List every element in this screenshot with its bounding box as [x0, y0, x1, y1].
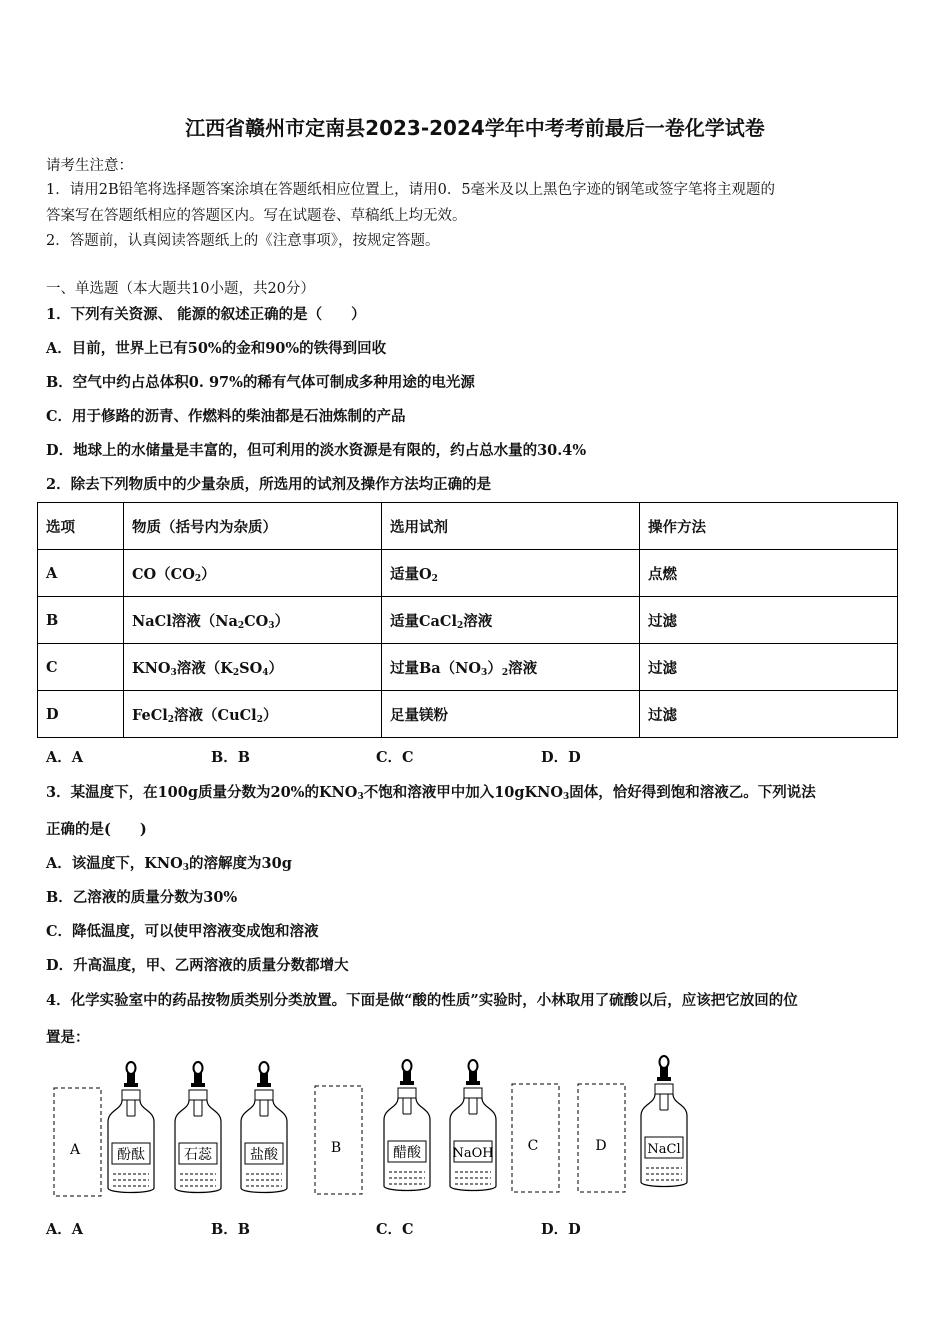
row-substance: $CO(CO_2)$ — [124, 550, 382, 597]
slot-c — [512, 1084, 559, 1192]
table-row — [38, 691, 898, 738]
q2-table — [37, 502, 898, 738]
row-method: 过滤 — [640, 644, 898, 691]
reagent-shelf-figure — [0, 1050, 950, 1210]
svg-text:盐酸: 盐酸 — [250, 1147, 278, 1163]
svg-text:C: C — [527, 1138, 539, 1154]
q1-option-d: D．地球上的水储量是丰富的，但可利用的淡水资源是有限的，约占总水量的30.4% — [46, 442, 587, 459]
bottle-nacl — [641, 1056, 687, 1187]
header-reagent: 选用试剂 — [382, 503, 640, 550]
q4-choice-d: D．D — [541, 1221, 581, 1238]
svg-text:NaCl: NaCl — [647, 1142, 681, 1157]
q2-choice-d: D．D — [541, 749, 581, 766]
svg-text:B: B — [330, 1140, 342, 1156]
q4-choices — [46, 1218, 706, 1239]
q3-stem-2: 正确的是( ) — [46, 821, 147, 838]
svg-text:D: D — [595, 1138, 607, 1154]
row-method: 点燃 — [640, 550, 898, 597]
notice-heading: 请考生注意： — [46, 158, 133, 174]
header-option: 选项 — [38, 503, 124, 550]
row-method: 过滤 — [640, 691, 898, 738]
row-reagent: 适量CaCl$_2$溶液 — [382, 597, 640, 644]
q4-stem: 4．化学实验室中的药品按物质类别分类放置。下面是做“酸的性质”实验时，小林取用了硫酸以后，应该把它放回的位 — [46, 992, 798, 1009]
q3-option-d: D．升高温度，甲、乙两溶液的质量分数都增大 — [46, 957, 349, 974]
q2-choices — [46, 746, 706, 767]
table-header-row — [38, 503, 898, 550]
svg-text:酚酞: 酚酞 — [117, 1147, 145, 1163]
notice-line-1a: 1．请用2B铅笔将选择题答案涂填在答题纸相应位置上，请用0．5毫米及以上黑色字迹的钢笔或签字笔将主观题的 — [46, 182, 776, 198]
row-option: B — [38, 597, 124, 644]
q1-option-b: B．空气中约占总体积0. 97%的稀有气体可制成多种用途的电光源 — [46, 374, 475, 391]
bottle-litmus — [175, 1062, 221, 1193]
q4-choice-b: B．B — [211, 1221, 251, 1238]
row-method: 过滤 — [640, 597, 898, 644]
q1-option-a: A．目前，世界上已有50%的金和90%的铁得到回收 — [46, 340, 387, 357]
q3-option-b: B．乙溶液的质量分数为30% — [46, 889, 238, 906]
slot-d — [578, 1084, 625, 1192]
row-substance: $KNO_3$溶液$(K_2SO_4)$ — [124, 644, 382, 691]
q1-option-c: C．用于修路的沥青、作燃料的柴油都是石油炼制的产品 — [46, 408, 406, 425]
row-reagent: 适量$O_2$ — [382, 550, 640, 597]
q3-option-a: A．该温度下，$KNO_3$的溶解度为30g — [46, 855, 292, 873]
q4-choice-c: C．C — [376, 1221, 414, 1238]
q1-stem: 1．下列有关资源、 能源的叙述正确的是（ ） — [46, 306, 366, 323]
svg-text:醋酸: 醋酸 — [393, 1145, 421, 1161]
row-reagent: 足量镁粉 — [382, 691, 640, 738]
slot-a — [54, 1088, 101, 1196]
header-method: 操作方法 — [640, 503, 898, 550]
row-substance: NaCl溶液$(Na_2CO_3)$ — [124, 597, 382, 644]
page-title: 江西省赣州市定南县2023-2024学年中考考前最后一卷化学试卷 — [185, 116, 765, 140]
row-reagent: 过量$Ba(NO_3)_2$溶液 — [382, 644, 640, 691]
header-substance: 物质（括号内为杂质） — [124, 503, 382, 550]
row-substance: FeCl$_2$溶液（CuCl$_2$） — [124, 691, 382, 738]
q3-stem: 3．某温度下，在100g质量分数为20%的$KNO_3$不饱和溶液甲中加入10gKNO$_3$固体，恰好得到饱和溶液乙。下列说法 — [46, 784, 816, 802]
row-option: A — [38, 550, 124, 597]
svg-text:A: A — [69, 1142, 81, 1158]
svg-text:石蕊: 石蕊 — [184, 1147, 212, 1163]
table-row — [38, 597, 898, 644]
bottle-hydrochloric-acid — [241, 1062, 287, 1193]
q2-stem: 2．除去下列物质中的少量杂质，所选用的试剂及操作方法均正确的是 — [46, 476, 492, 493]
slot-b — [315, 1086, 362, 1194]
table-row — [38, 644, 898, 691]
bottle-naoh — [450, 1060, 496, 1191]
q4-stem-2: 置是： — [46, 1029, 90, 1046]
row-option: C — [38, 644, 124, 691]
bottle-phenolphthalein — [108, 1062, 154, 1193]
svg-text:NaOH: NaOH — [452, 1146, 494, 1161]
q2-choice-b: B．B — [211, 749, 251, 766]
row-option: D — [38, 691, 124, 738]
q2-choice-c: C．C — [376, 749, 414, 766]
q2-choice-a: A．A — [46, 749, 84, 766]
notice-line-2: 2．答题前，认真阅读答题纸上的《注意事项》，按规定答题。 — [46, 233, 440, 249]
q3-option-c: C．降低温度，可以使甲溶液变成饱和溶液 — [46, 923, 319, 940]
table-row — [38, 550, 898, 597]
notice-line-1b: 答案写在答题纸相应的答题区内。写在试题卷、草稿纸上均无效。 — [46, 208, 467, 224]
q4-choice-a: A．A — [46, 1221, 84, 1238]
bottle-acetic-acid — [384, 1060, 430, 1191]
section-heading: 一、单选题（本大题共10小题，共20分） — [46, 281, 315, 297]
